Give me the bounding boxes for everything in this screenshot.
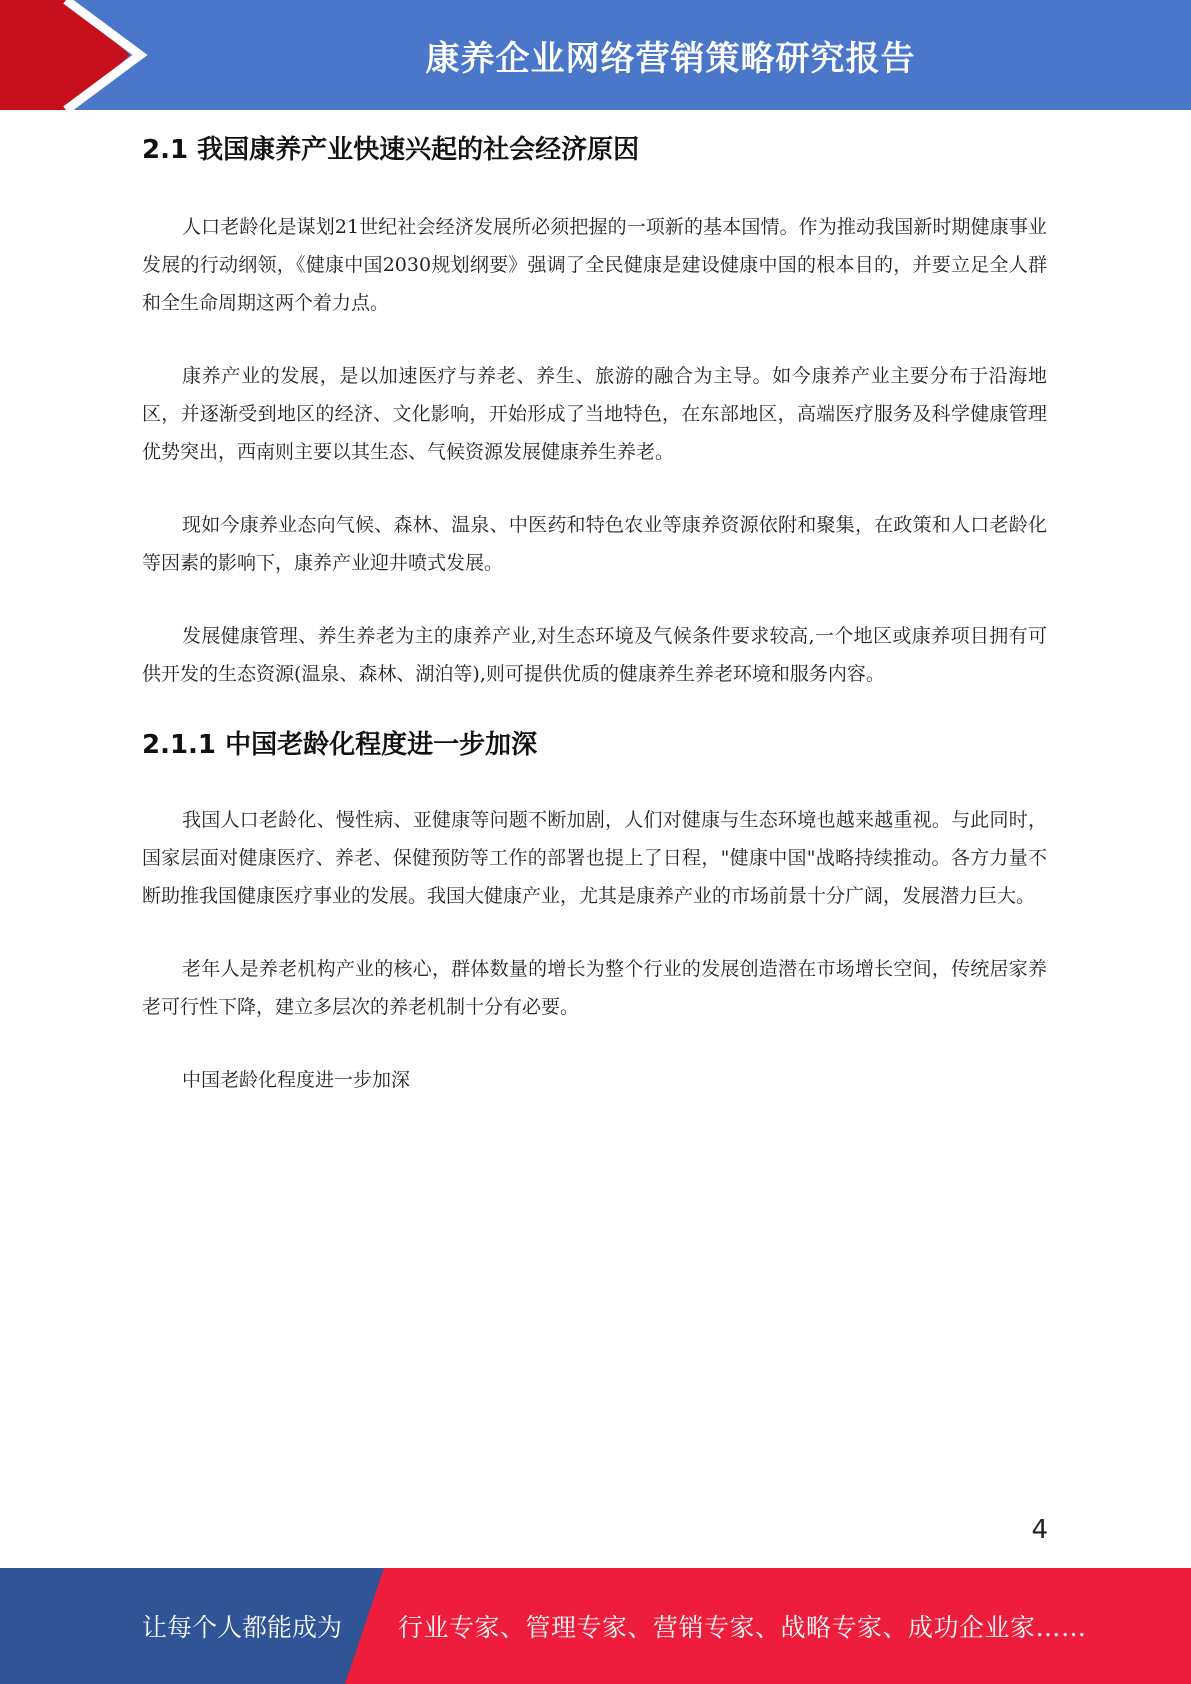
- paragraph: 发展健康管理、养生养老为主的康养产业,对生态环境及气候条件要求较高,一个地区或康养项目拥有可供开发的生态资源(温泉、森林、湖泊等),则可提供优质的健康养生养老环境和服务内容。: [142, 625, 1047, 685]
- section-heading: 2.1 我国康养产业快速兴起的社会经济原因: [142, 135, 640, 165]
- paragraph: 现如今康养业态向气候、森林、温泉、中医药和特色农业等康养资源依附和聚集，在政策和人口老龄化等因素的影响下，康养产业迎井喷式发展。: [142, 514, 1047, 574]
- paragraph: 老年人是养老机构产业的核心，群体数量的增长为整个行业的发展创造潜在市场增长空间，传统居家养老可行性下降，建立多层次的养老机制十分有必要。: [142, 958, 1047, 1018]
- header-arrow-graphic: [0, 0, 160, 110]
- report-title: 康养企业网络营销策略研究报告: [425, 38, 916, 79]
- figure-caption: 中国老龄化程度进一步加深: [182, 1069, 411, 1091]
- page-number: 4: [1031, 1515, 1048, 1545]
- main-content: [142, 130, 1047, 1099]
- footer-slogan-right: 行业专家、管理专家、营销专家、战略专家、成功企业家……: [398, 1613, 1087, 1642]
- footer-slogan-left: 让每个人都能成为: [142, 1613, 343, 1642]
- paragraph: 我国人口老龄化、慢性病、亚健康等问题不断加剧，人们对健康与生态环境也越来越重视。与此同时，国家层面对健康医疗、养老、保健预防等工作的部署也提上了日程，"健康中国"战略持续推动。各方力量不断助推我国健康医疗事业的发展。我国大健康产业，尤其是康养产业的市场前景十分广阔，发展潜力巨大。: [142, 809, 1047, 907]
- paragraph: 人口老龄化是谋划21世纪社会经济发展所必须把握的一项新的基本国情。作为推动我国新时期健康事业发展的行动纲领，《健康中国2030规划纲要》强调了全民健康是建设健康中国的根本目的，并要立足全人群和全生命周期这两个着力点。: [142, 216, 1047, 314]
- subsection-heading: 2.1.1 中国老龄化程度进一步加深: [142, 730, 538, 760]
- footer-banner: [0, 1568, 1191, 1684]
- header-banner: [0, 0, 1191, 110]
- paragraph: 康养产业的发展，是以加速医疗与养老、养生、旅游的融合为主导。如今康养产业主要分布于沿海地区，并逐渐受到地区的经济、文化影响，开始形成了当地特色，在东部地区，高端医疗服务及科学健康管理优势突出，西南则主要以其生态、气候资源发展健康养生养老。: [142, 365, 1047, 463]
